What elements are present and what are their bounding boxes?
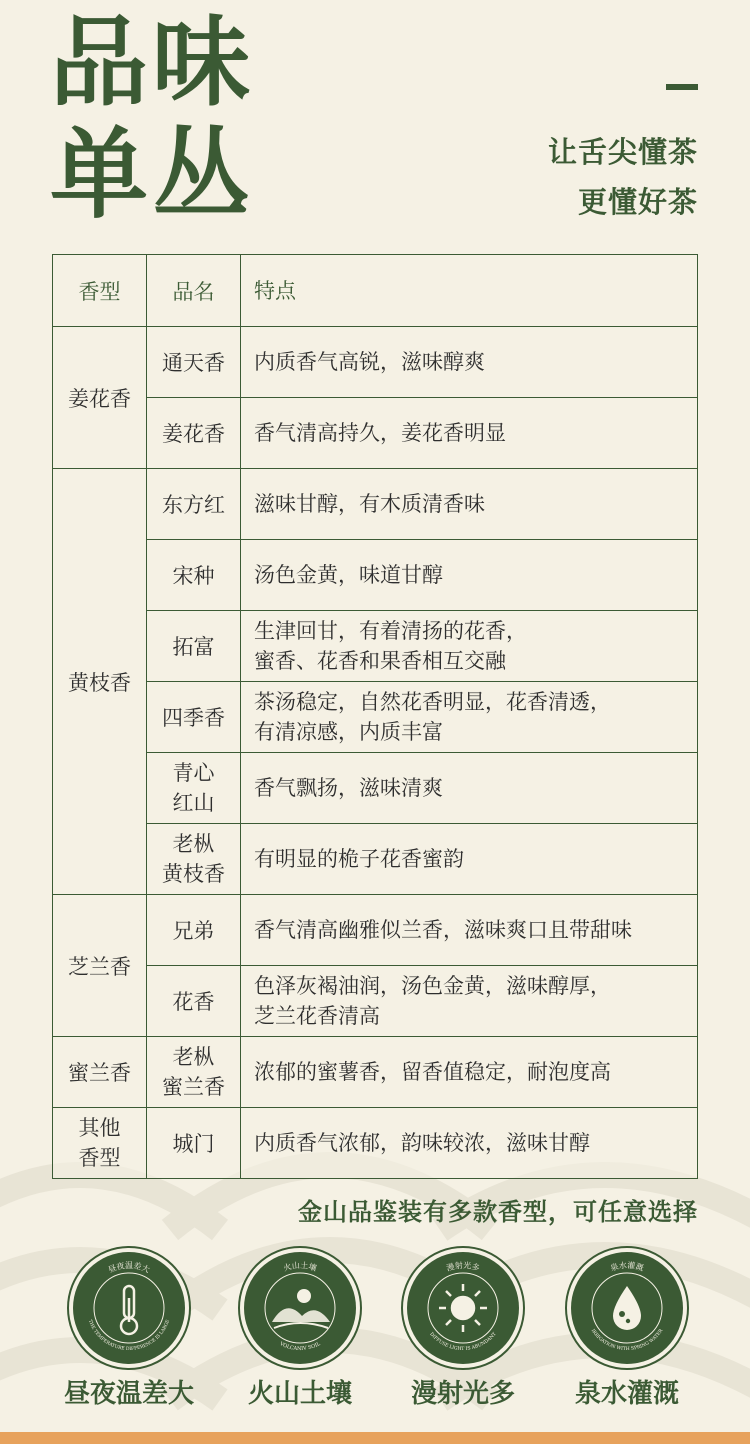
table-row	[53, 895, 698, 966]
table-row	[53, 1037, 698, 1108]
ring-top-text: 漫射光多	[445, 1260, 481, 1273]
feature-cell	[241, 682, 698, 753]
feature-cell: 内质香气高锐，滋味醇爽	[241, 327, 698, 398]
feature-cell: 香气清高幽雅似兰香，滋味爽口且带甜味	[241, 895, 698, 966]
feature-line: 茶汤稳定，自然花香明显，花香清透，	[254, 690, 611, 714]
feature-cell: 香气清高持久，姜花香明显	[241, 398, 698, 469]
table-row	[53, 611, 698, 682]
table-row	[53, 469, 698, 540]
table-row	[53, 682, 698, 753]
name-line: 老枞	[172, 832, 215, 856]
ring-top-text: 泉水灌溉	[609, 1260, 645, 1273]
header-type: 香型	[53, 255, 147, 327]
feature-cell: 滋味甘醇，有木质清香味	[241, 469, 698, 540]
type-cell: 蜜兰香	[53, 1037, 147, 1108]
slogan-line1: 让舌尖懂茶	[547, 135, 698, 169]
name-cell: 兄弟	[147, 895, 241, 966]
type-cell: 芝兰香	[53, 895, 147, 1037]
slogan-line2: 更懂好茶	[577, 185, 698, 219]
name-cell: 四季香	[147, 682, 241, 753]
table-row	[53, 540, 698, 611]
table-row	[53, 398, 698, 469]
feature-cell	[241, 966, 698, 1037]
ring-bottom-text: VOLCANIV SOIL	[278, 1341, 322, 1353]
name-cell: 通天香	[147, 327, 241, 398]
name-cell	[147, 1037, 241, 1108]
name-line: 老枞	[172, 1045, 215, 1069]
badge-label-temperature: 昼夜温差大	[63, 1379, 194, 1409]
header-name: 品名	[147, 255, 241, 327]
table-row	[53, 753, 698, 824]
type-line: 香型	[78, 1146, 121, 1170]
table-row	[53, 327, 698, 398]
badge-label-spring-water: 泉水灌溉	[574, 1379, 679, 1409]
feature-cell	[241, 611, 698, 682]
name-cell: 宋种	[147, 540, 241, 611]
name-line: 红山	[172, 791, 215, 815]
name-cell	[147, 824, 241, 895]
feature-cell: 内质香气浓郁，韵味较浓，滋味甘醇	[241, 1108, 698, 1179]
badge-diffuse-light	[401, 1246, 525, 1370]
ring-bottom-text: THE TEMPERATURE DIFFERENCE IS LARGE	[86, 1319, 172, 1353]
table-row	[53, 1108, 698, 1179]
tea-table	[52, 254, 698, 1179]
ring-bottom-text: IRRIGATION WITH SPRING WATER	[589, 1328, 665, 1353]
feature-line: 色泽灰褐油润，汤色金黄，滋味醇厚，	[254, 974, 611, 998]
page-title-line2: 单丛	[50, 117, 255, 232]
feature-line: 芝兰花香清高	[254, 1004, 380, 1028]
name-cell: 城门	[147, 1108, 241, 1179]
badge-temperature	[67, 1246, 191, 1370]
feature-line: 生津回甘，有着清扬的花香，	[254, 619, 527, 643]
selection-caption: 金山品鉴装有多款香型，可任意选择	[298, 1197, 698, 1226]
title-dash	[666, 84, 698, 90]
type-line: 其他	[78, 1116, 121, 1140]
name-cell	[147, 753, 241, 824]
header-feature: 特点	[241, 255, 698, 327]
badge-label-diffuse-light: 漫射光多	[410, 1379, 515, 1409]
feature-cell: 有明显的桅子花香蜜韵	[241, 824, 698, 895]
badge-label-volcanic-soil: 火山土壤	[247, 1379, 352, 1409]
type-cell: 姜花香	[53, 327, 147, 469]
ring-top-text: 昼夜温差大	[107, 1261, 151, 1275]
type-cell	[53, 1108, 147, 1179]
name-cell: 姜花香	[147, 398, 241, 469]
feature-cell: 浓郁的蜜薯香，留香值稳定，耐泡度高	[241, 1037, 698, 1108]
badge-volcanic-soil	[238, 1246, 362, 1370]
feature-cell: 汤色金黄，味道甘醇	[241, 540, 698, 611]
name-cell: 花香	[147, 966, 241, 1037]
bottom-accent-bar	[0, 1432, 750, 1444]
feature-line: 蜜香、花香和果香相互交融	[254, 649, 506, 673]
name-line: 青心	[172, 761, 215, 785]
badge-spring-water	[565, 1246, 689, 1370]
feature-line: 有清凉感，内质丰富	[254, 720, 443, 744]
ring-top-text: 火山土壤	[282, 1260, 318, 1273]
type-cell: 黄枝香	[53, 469, 147, 895]
name-line: 蜜兰香	[162, 1075, 225, 1099]
feature-cell: 香气飘扬，滋味清爽	[241, 753, 698, 824]
name-cell: 拓富	[147, 611, 241, 682]
table-header-row	[53, 255, 698, 327]
table-row	[53, 824, 698, 895]
ring-bottom-text: DIFFUSE LIGHT IS ABUNDANT	[428, 1331, 498, 1353]
name-line: 黄枝香	[162, 862, 225, 886]
page-title-line1: 品味	[50, 5, 255, 120]
name-cell: 东方红	[147, 469, 241, 540]
table-row	[53, 966, 698, 1037]
